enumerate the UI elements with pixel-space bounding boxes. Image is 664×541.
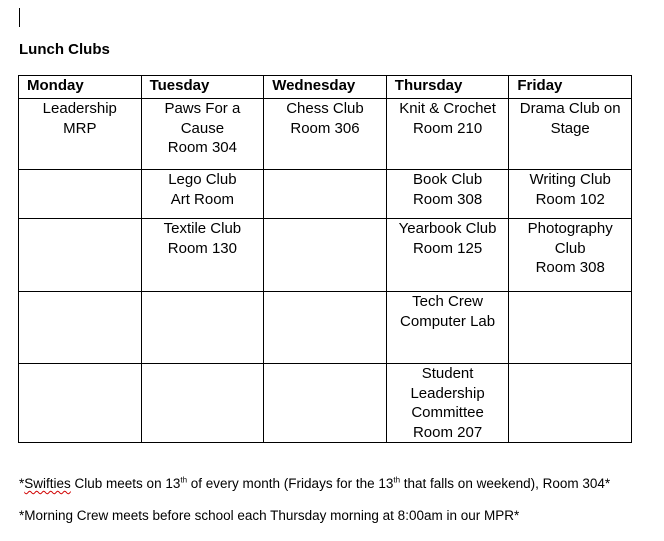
table-cell[interactable] bbox=[509, 292, 632, 364]
table-cell[interactable] bbox=[509, 219, 632, 292]
table-cell[interactable] bbox=[19, 219, 142, 292]
cell-text: Room 102 bbox=[535, 190, 605, 208]
cell-text: Stage bbox=[550, 119, 590, 137]
swifties-note bbox=[19, 476, 610, 491]
note-text: of every month (Fridays for the 13 bbox=[187, 476, 394, 491]
table-cell[interactable] bbox=[509, 170, 632, 219]
cell-text: Paws For a bbox=[164, 100, 241, 117]
cell-text: Room 304 bbox=[167, 139, 237, 157]
table-row bbox=[19, 364, 632, 443]
table-cell[interactable] bbox=[264, 170, 387, 219]
cell-text: Student bbox=[421, 365, 474, 382]
table-cell[interactable] bbox=[141, 170, 264, 219]
column-header: Thursday bbox=[386, 76, 509, 99]
note-asterisk: * bbox=[19, 476, 25, 491]
table-cell[interactable] bbox=[264, 99, 387, 170]
table-cell[interactable] bbox=[141, 219, 264, 292]
table-row bbox=[19, 219, 632, 292]
swifties-word[interactable]: Swifties bbox=[24, 476, 71, 491]
cell-text: Committee bbox=[411, 404, 484, 422]
cell-text: Knit & Crochet bbox=[399, 100, 496, 117]
column-header: Wednesday bbox=[264, 76, 387, 99]
table-cell[interactable] bbox=[141, 292, 264, 364]
table-cell[interactable] bbox=[386, 364, 509, 443]
column-header: Tuesday bbox=[141, 76, 264, 99]
cell-text: Room 210 bbox=[412, 119, 483, 137]
cell-text: Room 308 bbox=[412, 190, 483, 208]
table-cell[interactable] bbox=[19, 99, 142, 170]
table-cell[interactable] bbox=[19, 292, 142, 364]
table-row bbox=[19, 292, 632, 364]
cell-text: Book Club bbox=[412, 171, 483, 188]
cell-text: MRP bbox=[63, 119, 97, 137]
note-text: Club meets on 13 bbox=[70, 476, 181, 491]
table-cell[interactable] bbox=[386, 99, 509, 170]
table-row bbox=[19, 99, 632, 170]
cell-text: Lego Club bbox=[168, 171, 237, 188]
cell-text: Art Room bbox=[170, 190, 235, 208]
ordinal-suffix: th bbox=[393, 475, 401, 485]
cell-text: Leadership bbox=[410, 384, 485, 402]
table-cell[interactable] bbox=[264, 364, 387, 443]
cell-text: Room 130 bbox=[167, 239, 237, 257]
table-cell[interactable] bbox=[19, 364, 142, 443]
table-cell[interactable] bbox=[141, 99, 264, 170]
cell-text: Room 308 bbox=[535, 259, 605, 277]
cell-text: Photography bbox=[527, 220, 613, 237]
column-header: Monday bbox=[19, 76, 142, 99]
cell-text: Chess Club bbox=[286, 100, 364, 117]
cell-text: Room 125 bbox=[412, 239, 483, 257]
table-cell[interactable] bbox=[509, 364, 632, 443]
cell-text: Computer Lab bbox=[400, 312, 496, 330]
table-cell[interactable] bbox=[386, 292, 509, 364]
cell-text: Club bbox=[554, 239, 586, 257]
cell-text: Room 207 bbox=[412, 423, 483, 441]
table-cell[interactable] bbox=[19, 170, 142, 219]
cell-text: Room 306 bbox=[290, 119, 360, 137]
cell-text: Yearbook Club bbox=[398, 220, 497, 237]
cell-text: Writing Club bbox=[529, 171, 611, 188]
table-row bbox=[19, 170, 632, 219]
table-cell[interactable] bbox=[509, 99, 632, 170]
table-cell[interactable] bbox=[264, 292, 387, 364]
note-text: that falls on weekend), Room 304* bbox=[400, 476, 611, 491]
table-cell[interactable] bbox=[386, 219, 509, 292]
table-body bbox=[19, 99, 632, 443]
page-heading: Lunch Clubs bbox=[19, 41, 110, 58]
table-cell[interactable] bbox=[386, 170, 509, 219]
lunch-clubs-table bbox=[18, 75, 632, 443]
cell-text: Textile Club bbox=[163, 220, 242, 237]
ordinal-suffix: th bbox=[180, 475, 188, 485]
cell-text: Tech Crew bbox=[412, 293, 483, 310]
table-cell[interactable] bbox=[141, 364, 264, 443]
morning-crew-note: *Morning Crew meets before school each Thursday morning at 8:00am in our MPR* bbox=[19, 508, 520, 523]
cell-text: Cause bbox=[180, 119, 225, 137]
table-header-row bbox=[19, 76, 632, 99]
cell-text: Drama Club on bbox=[519, 100, 621, 117]
table-cell[interactable] bbox=[264, 219, 387, 292]
cell-text: Leadership bbox=[42, 100, 117, 117]
column-header: Friday bbox=[509, 76, 632, 99]
text-cursor bbox=[19, 8, 20, 27]
